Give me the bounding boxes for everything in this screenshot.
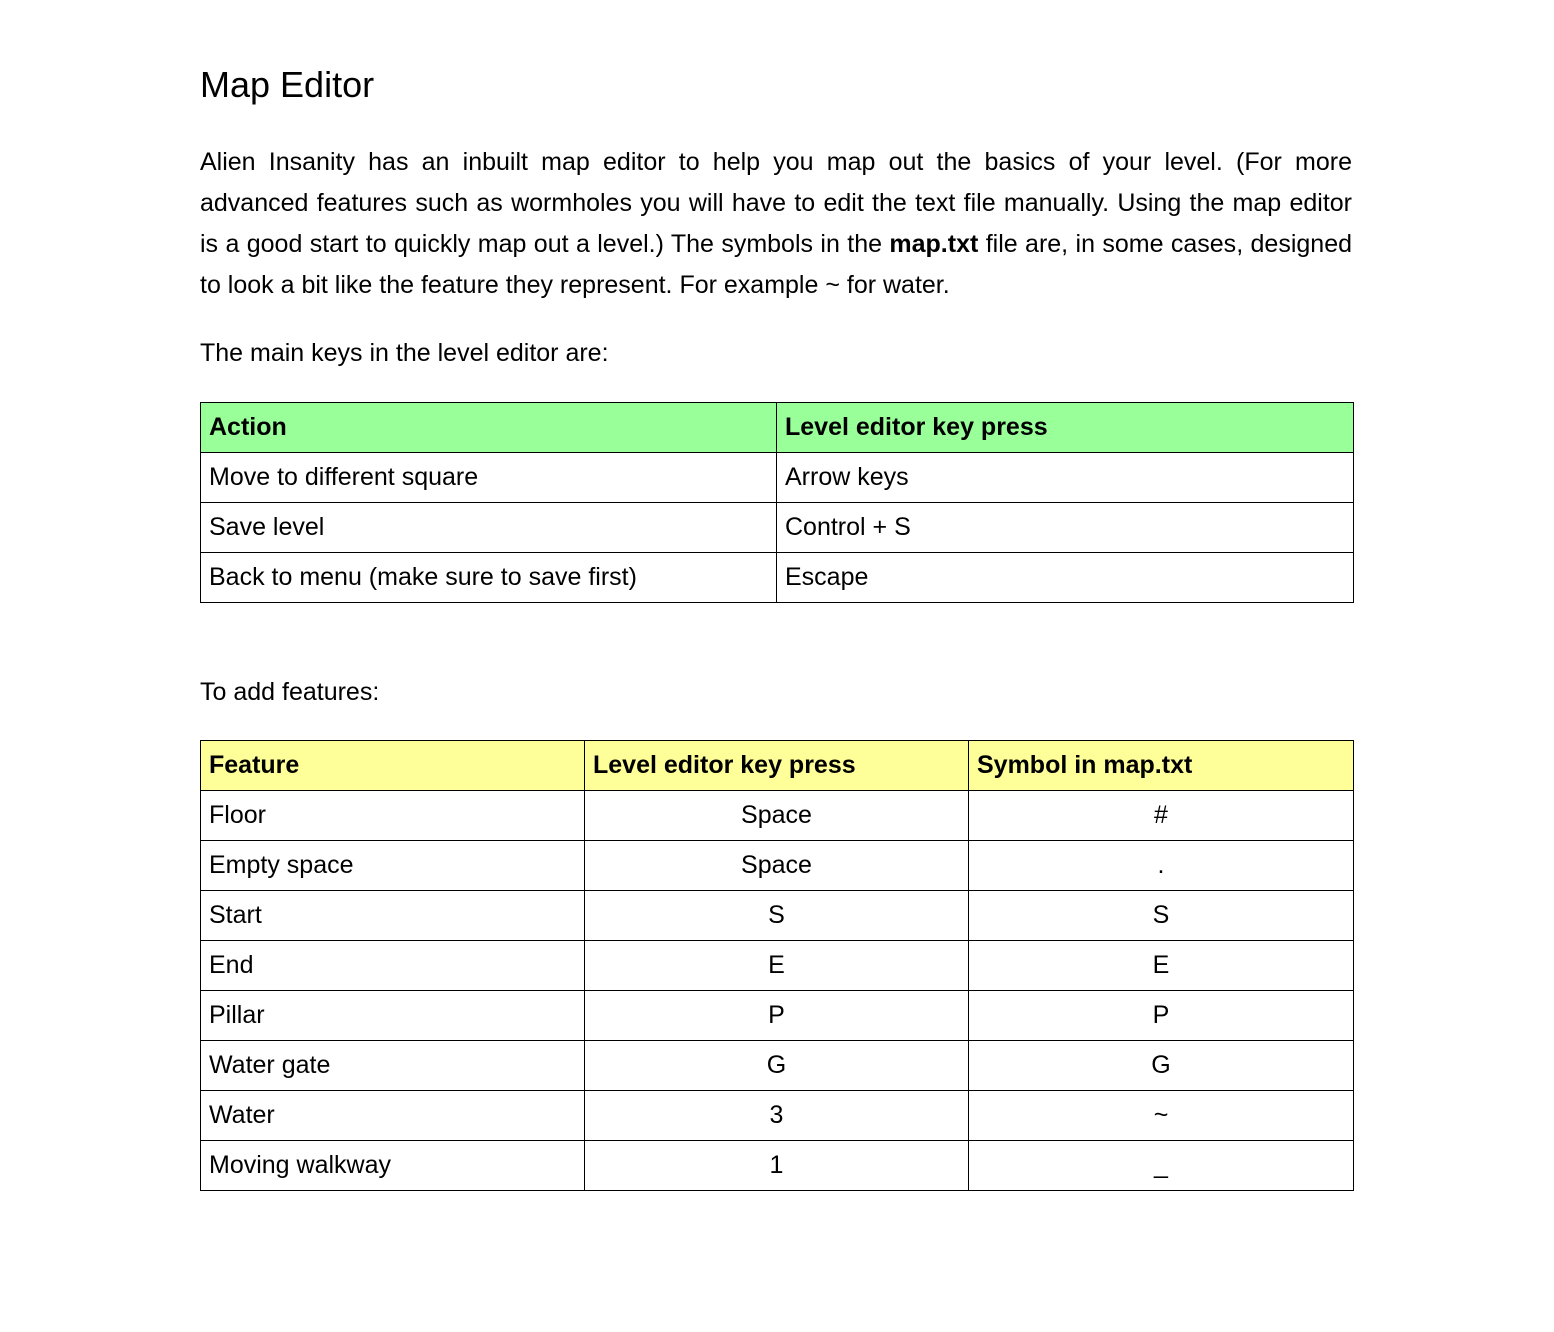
table-row <box>201 991 1354 1041</box>
feature-cell-symbol: # <box>969 791 1354 841</box>
keys-cell-action: Save level <box>201 503 777 553</box>
intro-paragraph <box>200 142 1352 306</box>
feature-cell-name: Empty space <box>201 841 585 891</box>
features-header-key-press: Level editor key press <box>585 741 969 791</box>
features-table <box>200 740 1354 1191</box>
table-row <box>201 791 1354 841</box>
table-row <box>201 1091 1354 1141</box>
page-title: Map Editor <box>200 64 375 105</box>
intro-bold-filename: map.txt <box>889 230 979 258</box>
intro-text-part2: file are, in some cases, designed to look a bit like the feature they represent. For example ~ for water. <box>200 230 1352 299</box>
keys-cell-key: Control + S <box>777 503 1354 553</box>
keys-cell-action: Back to menu (make sure to save first) <box>201 553 777 603</box>
feature-cell-symbol: G <box>969 1041 1354 1091</box>
table-row <box>201 553 1354 603</box>
feature-cell-name: Start <box>201 891 585 941</box>
keys-cell-key: Escape <box>777 553 1354 603</box>
feature-cell-key: 3 <box>585 1091 969 1141</box>
keys-cell-key: Arrow keys <box>777 453 1354 503</box>
feature-cell-name: Floor <box>201 791 585 841</box>
features-table-header-row <box>201 741 1354 791</box>
keys-lead-text: The main keys in the level editor are: <box>200 339 609 367</box>
feature-cell-name: Moving walkway <box>201 1141 585 1191</box>
feature-cell-symbol: P <box>969 991 1354 1041</box>
table-row <box>201 1041 1354 1091</box>
features-header-feature: Feature <box>201 741 585 791</box>
keys-header-key-press: Level editor key press <box>777 403 1354 453</box>
keys-table-header-row <box>201 403 1354 453</box>
keys-header-action: Action <box>201 403 777 453</box>
feature-cell-key: G <box>585 1041 969 1091</box>
feature-cell-symbol: . <box>969 841 1354 891</box>
table-row <box>201 453 1354 503</box>
feature-cell-name: Pillar <box>201 991 585 1041</box>
feature-cell-symbol: S <box>969 891 1354 941</box>
table-row <box>201 841 1354 891</box>
feature-cell-key: P <box>585 991 969 1041</box>
feature-cell-key: S <box>585 891 969 941</box>
features-header-symbol: Symbol in map.txt <box>969 741 1354 791</box>
intro-text-part1: Alien Insanity has an inbuilt map editor to help you map out the basics of your level. (For more advanced features such as wormholes you will have to edit the text file manually. Using the map editor is a good start to quickly map out a level.) The symbols in the <box>200 148 1352 258</box>
feature-cell-name: Water <box>201 1091 585 1141</box>
table-row <box>201 503 1354 553</box>
feature-cell-symbol: ~ <box>969 1091 1354 1141</box>
table-row <box>201 1141 1354 1191</box>
table-row <box>201 941 1354 991</box>
feature-cell-key: Space <box>585 791 969 841</box>
features-lead-text: To add features: <box>200 678 380 706</box>
keys-cell-action: Move to different square <box>201 453 777 503</box>
feature-cell-symbol: _ <box>969 1141 1354 1191</box>
feature-cell-key: Space <box>585 841 969 891</box>
table-row <box>201 891 1354 941</box>
keys-table <box>200 402 1354 603</box>
feature-cell-name: End <box>201 941 585 991</box>
feature-cell-symbol: E <box>969 941 1354 991</box>
feature-cell-name: Water gate <box>201 1041 585 1091</box>
feature-cell-key: 1 <box>585 1141 969 1191</box>
feature-cell-key: E <box>585 941 969 991</box>
